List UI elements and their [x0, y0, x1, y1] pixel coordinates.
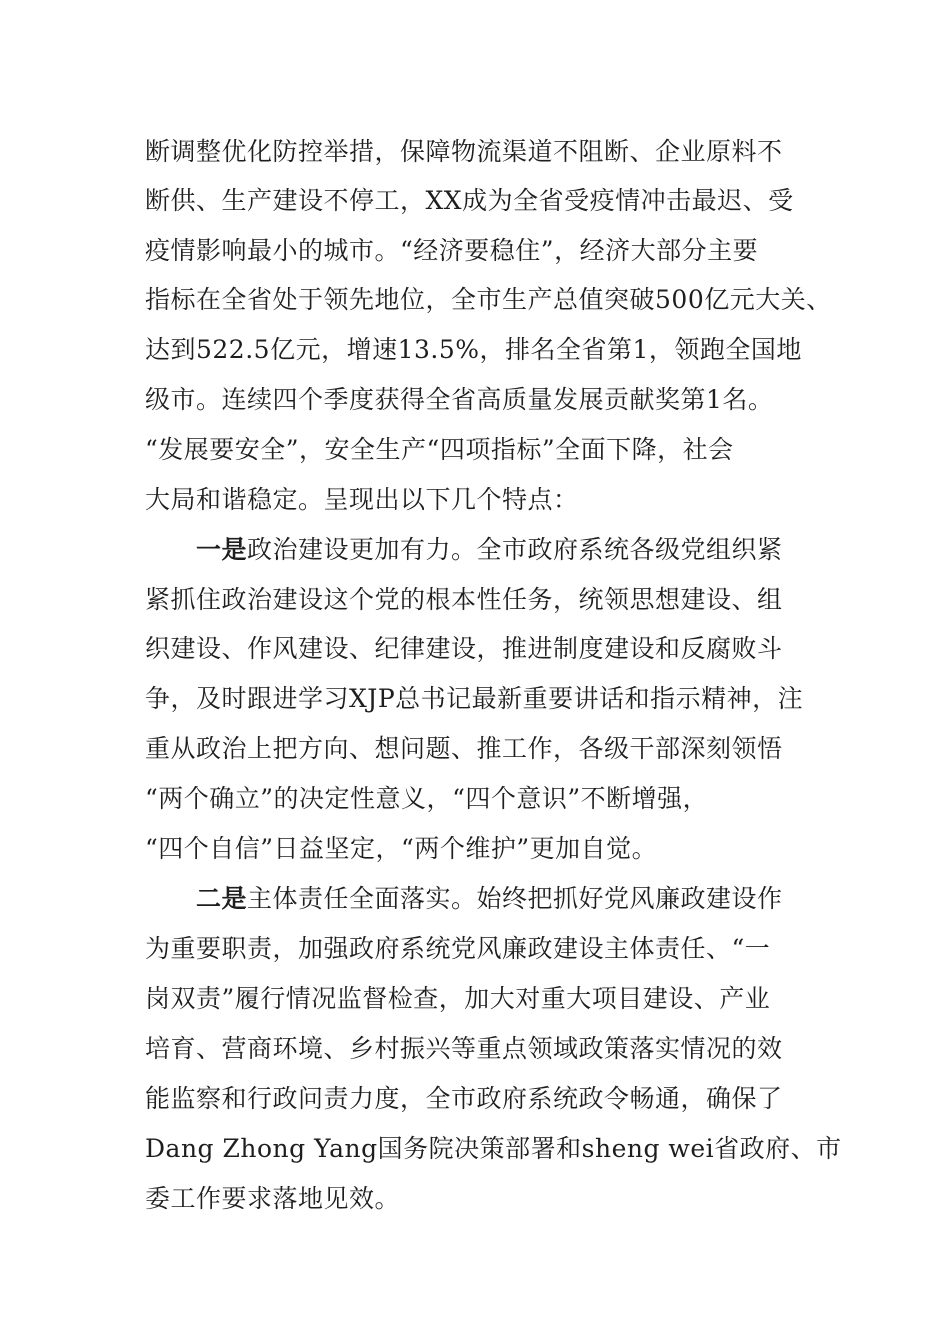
paragraph-1-line-5: 达到522.5亿元，增速13.5%，排名全省第1，领跑全国地 [145, 335, 802, 364]
paragraph-1-line-6: 级市。连续四个季度获得全省高质量发展贡献奖第1名。 [145, 385, 774, 414]
paragraph-2-line-5: 重从政治上把方向、想问题、推工作，各级干部深刻领悟 [145, 734, 783, 763]
paragraph-2-first-line-text: 政治建设更加有力。全市政府系统各级党组织紧 [247, 535, 783, 564]
paragraph-3-line-4: 培育、营商环境、乡村振兴等重点领域政策落实情况的效 [145, 1034, 783, 1063]
paragraph-2-lead: 一是 [196, 535, 248, 564]
paragraph-1-line-2: 断供、生产建设不停工，XX成为全省受疫情冲击最迟、受 [145, 186, 794, 215]
paragraph-2-line-1 [196, 535, 783, 565]
paragraph-1-line-1: 断调整优化防控举措，保障物流渠道不阻断、企业原料不 [145, 137, 783, 166]
paragraph-3-lead: 二是 [196, 884, 248, 913]
paragraph-3-line-6: Dang Zhong Yang国务院决策部署和sheng wei省政府、市 [145, 1134, 842, 1163]
paragraph-3-line-5: 能监察和行政问责力度，全市政府系统政令畅通，确保了 [145, 1084, 783, 1113]
paragraph-2-line-6: “两个确立”的决定性意义，“四个意识”不断增强， [145, 784, 709, 813]
paragraph-3-first-line-text: 主体责任全面落实。始终把抓好党风廉政建设作 [247, 884, 783, 913]
paragraph-2-line-3: 织建设、作风建设、纪律建设，推进制度建设和反腐败斗 [145, 634, 783, 663]
paragraph-2-line-7: “四个自信”日益坚定，“两个维护”更加自觉。 [145, 834, 658, 863]
paragraph-2-line-2: 紧抓住政治建设这个党的根本性任务，统领思想建设、组 [145, 585, 783, 614]
paragraph-1-line-3: 疫情影响最小的城市。“经济要稳住”，经济大部分主要 [145, 236, 759, 265]
paragraph-3-line-1 [196, 884, 783, 914]
paragraph-3-line-3: 岗双责”履行情况监督检查，加大对重大项目建设、产业 [145, 984, 771, 1013]
paragraph-2-line-4: 争，及时跟进学习XJP总书记最新重要讲话和指示精神，注 [145, 684, 804, 713]
paragraph-1-line-7: “发展要安全”，安全生产“四项指标”全面下降，社会 [145, 435, 734, 464]
paragraph-1-line-4: 指标在全省处于领先地位，全市生产总值突破500亿元大关、 [145, 285, 832, 314]
paragraph-3-line-7: 委工作要求落地见效。 [145, 1184, 401, 1213]
paragraph-3-line-2: 为重要职责，加强政府系统党风廉政建设主体责任、“一 [145, 934, 771, 963]
paragraph-1-line-8: 大局和谐稳定。呈现出以下几个特点： [145, 485, 579, 514]
